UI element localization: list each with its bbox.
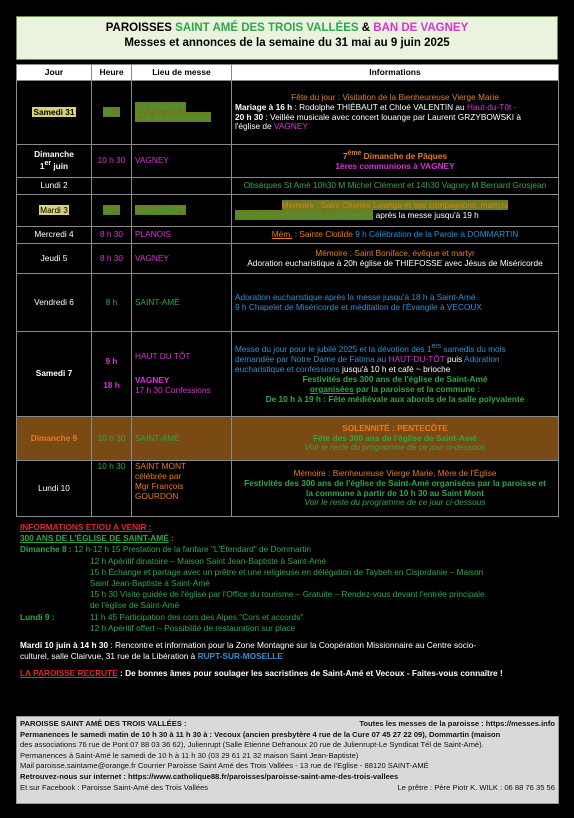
day-label: Samedi 31 xyxy=(33,106,75,117)
info-fragment: organisées xyxy=(309,383,354,394)
info-fragment: : xyxy=(168,533,174,544)
footer-fragment: PAROISSE SAINT AMÉ DES TROIS VALLÉES : xyxy=(20,719,187,728)
info-fragment: demandée par Notre Dame de Fatima au xyxy=(235,353,389,364)
list-item: 15 h Échange et partage avec un prêtre et une religieuse en délégation de Taybeh en Cisjordanie – Maison xyxy=(90,566,484,577)
hour-value: 18 h xyxy=(103,106,120,117)
info-fragment: Mardi 10 juin à 14 h 30 xyxy=(20,640,109,651)
place-value: JULIENRUPT xyxy=(135,101,187,112)
title-part: & xyxy=(358,22,374,34)
day-label: Lundi 9 : xyxy=(20,611,55,622)
info-cell xyxy=(232,145,559,178)
info-cell xyxy=(232,195,559,227)
info-line: SOLENNITÉ : PENTECÔTE xyxy=(342,422,448,433)
info-fragment: par la paroisse et la commune : xyxy=(353,383,481,394)
info-fragment: : Sainte Clotilde xyxy=(292,229,356,240)
info-line xyxy=(235,122,555,132)
list-item: Saint Jean-Baptiste à Saint-Amé xyxy=(90,578,210,589)
hour-value: 18 h xyxy=(103,204,120,215)
place-cell xyxy=(132,195,232,227)
info-fragment: eucharistique et confessions xyxy=(235,363,340,374)
list-item: 12 h Apéritif offert – Possibilité de restauration sur place xyxy=(90,622,296,633)
col-lieu: Lieu de messe xyxy=(132,65,232,81)
info-fragment: 9 h Célébration de la Parole à DOMMARTIN xyxy=(355,229,519,240)
hour-value: 9 h xyxy=(105,356,118,367)
footer-line: Mail paroisse.saintame@orange.fr Courrier Paroisse Saint Amé des Trois Vallées - 13 rue de l'Eglise - 88120 SAINT-AMÉ xyxy=(20,761,429,771)
info-line: Voir le reste du programme de ce jour ci-dessous xyxy=(304,442,486,453)
footer-line: Permanences à Saint-Amé le samedi de 10 h à 11 h 30 (03 29 61 21 32 maison Saint Jean-Baptiste) xyxy=(20,750,359,760)
title-part: PAROISSES xyxy=(105,22,176,34)
place-cell: SAINT-AMÉ xyxy=(132,274,232,332)
place-cell xyxy=(132,178,232,195)
place-value: Mgr François xyxy=(135,480,184,491)
info-line: De 10 h à 19 h : Fête médiévale aux abords de la salle polyvalente xyxy=(265,393,525,404)
info-line: Adoration eucharistique après la messe jusqu'à 18 h à Saint-Amé xyxy=(235,291,476,302)
hour-cell xyxy=(92,178,132,195)
info-cell xyxy=(232,274,559,332)
day-cell xyxy=(17,195,92,227)
info-fragment: : De bonnes âmes pour soulager les sacristines de Saint-Amé et Vecoux - Faites-vous connaître ! xyxy=(117,668,503,679)
footer-fragment: Le prêtre : Père Piotr K. WILK : 06 88 76 35 56 xyxy=(397,782,555,792)
day-cell: Vendredi 6 xyxy=(17,274,92,332)
footer-line: des associations 76 rue de Pont 07 88 03 36 62), Julienrupt (Salle Etienne Defranoux 20 rue de Julienrupt-Le Syndicat Tél de Saint-Amé). xyxy=(20,740,484,750)
table-row xyxy=(17,227,559,244)
info-line: Fête des 300 ans de l'église de Saint-Amé xyxy=(313,432,477,443)
info-line: 9 h Chapelet de Miséricorde et méditation de l'Évangile à VECOUX xyxy=(235,301,482,312)
day-label: er xyxy=(44,160,52,168)
info-fragment: Messe du jour pour le jubilé 2025 et la dévotion des 1 xyxy=(235,344,432,355)
hour-value: 18 h xyxy=(103,380,120,390)
info-fragment: l'église de xyxy=(235,121,274,132)
info-fragment: samedis du mois xyxy=(441,344,506,355)
info-line: Fête du jour : Visitation de la Bienheureuse Vierge Marie xyxy=(291,91,499,102)
place-value: célébrée par xyxy=(135,470,182,481)
table-row xyxy=(17,195,559,227)
day-cell xyxy=(17,81,92,145)
col-jour: Jour xyxy=(17,65,92,81)
info-cell: Obsèques St Amé 10h30 M Michel Clément et 14h30 Vagney M Bernard Grosjean xyxy=(232,178,559,195)
info-fragment: ers xyxy=(431,343,442,351)
info-line: Mémoire : Saint Boniface, évêque et martyr xyxy=(315,247,475,258)
place-cell xyxy=(132,332,232,417)
hour-cell: 10 h 30 xyxy=(92,417,132,461)
info-line: la commune à partir de 10 h 30 au Saint Mont xyxy=(306,487,484,498)
footer-line: Permanences le samedi matin de 10 h 30 à 11 h 30 à : Vecoux (ancien presbytère 4 rue de la Cure 07 45 27 22 09), Dommartin (maison xyxy=(20,729,501,739)
list-item xyxy=(20,640,560,651)
info-line: Voir le reste du programme de ce jour ci-dessous xyxy=(304,497,486,508)
place-cell xyxy=(132,461,232,517)
info-fragment: : Veillée musicale avec concert louange par Laurent GRZYBOWSKI à xyxy=(263,111,521,122)
info-cell xyxy=(232,227,559,244)
day-cell: Samedi 7 xyxy=(17,332,92,417)
bulletin-header xyxy=(16,16,558,60)
place-value: HAUT DU TÔT xyxy=(135,351,191,362)
title-ban-de-vagney: BAN DE VAGNEY xyxy=(373,22,469,34)
info-fragment: ème xyxy=(347,150,362,158)
info-cell xyxy=(232,417,559,461)
info-fragment: Adoration xyxy=(464,353,500,364)
day-label: Mardi 3 xyxy=(40,204,68,215)
table-row xyxy=(17,461,559,517)
hour-cell xyxy=(92,332,132,417)
list-item: de l'église de Saint-Amé xyxy=(90,600,180,611)
place-cell: PLANOIS xyxy=(132,227,232,244)
info-line: 1ères communions à VAGNEY xyxy=(335,160,455,171)
info-fragment: jusqu'à 10 h et café ~ brioche xyxy=(339,363,451,374)
info-fragment: Mariage à 16 h xyxy=(235,101,293,112)
hour-cell: 8 h 30 xyxy=(92,227,132,244)
place-value: 17 h 30 Confessions xyxy=(135,111,211,122)
hour-cell: 10 h 30 xyxy=(92,461,132,517)
day-cell: Lundi 2 xyxy=(17,178,92,195)
info-line xyxy=(235,211,555,221)
info-fragment: Dimanche de Pâques xyxy=(361,150,448,161)
footer-line xyxy=(20,783,555,794)
info-cell xyxy=(232,81,559,145)
info-cell xyxy=(232,461,559,517)
hour-cell: 8 h 30 xyxy=(92,244,132,274)
table-row xyxy=(17,417,559,461)
info-fragment: Mém. xyxy=(271,229,293,240)
footer-fragment: Toutes les messes de la paroisse : https://messes.info xyxy=(359,719,555,728)
info-fragment: 11 h 45 Participation des cors des Alpes "Cors et accords" xyxy=(90,611,304,622)
list-item xyxy=(20,612,560,623)
info-fragment: HAUT-DU-TÔT xyxy=(388,353,445,364)
place-cell xyxy=(132,81,232,145)
hour-cell xyxy=(92,195,132,227)
day-label: Dimanche xyxy=(34,149,74,160)
hour-cell: 10 h 30 xyxy=(92,145,132,178)
footer-line xyxy=(20,719,555,730)
list-item xyxy=(20,668,560,679)
place-cell: SAINT-AMÉ xyxy=(132,417,232,461)
info-fragment: Adoration eucharistique et confession xyxy=(235,209,374,220)
day-cell: Dimanche 9 xyxy=(17,417,92,461)
footer-line: Retrouvez-nous sur internet : https://www.catholique88.fr/paroisses/paroisse-saint-ame-des-trois-vallees xyxy=(20,771,399,781)
day-label: 1 xyxy=(39,160,45,171)
table-row xyxy=(17,244,559,274)
info-fragment: puis xyxy=(444,353,465,364)
place-value: JULIENRUPT xyxy=(135,204,187,215)
info-line: Festivités des 300 ans de l'église de Saint-Amé xyxy=(302,373,488,384)
place-value: 17 h 30 Confessions xyxy=(135,384,211,395)
info-fragment: 300 ANS DE L'ÉGLISE DE SAINT-AMÉ xyxy=(20,533,169,544)
place-value: VAGNEY xyxy=(135,375,170,386)
info-cell xyxy=(232,332,559,417)
announcements-section xyxy=(20,522,560,680)
info-fragment: VAGNEY xyxy=(273,121,308,132)
info-line: Adoration eucharistique à 20h église de THIEFOSSE avec Jésus de Miséricorde xyxy=(247,257,543,268)
col-infos: Informations xyxy=(232,65,559,81)
info-fragment: 20 h 30 xyxy=(235,111,264,122)
table-row xyxy=(17,81,559,145)
day-label: juin xyxy=(51,160,69,171)
info-fragment: après la messe jusqu'à 19 h xyxy=(373,209,479,220)
schedule-table xyxy=(16,64,559,517)
footer-fragment: Et sur Facebook : Paroisse Saint-Amé des Trois Vallées xyxy=(20,782,209,792)
list-item: 15 h 30 Visite guidée de l'église par l'Office du tourisme – Gratuite – Rendez-vous devant l'entrée principale xyxy=(90,589,485,600)
day-cell: Jeudi 5 xyxy=(17,244,92,274)
header-subtitle: Messes et annonces de la semaine du 31 mai au 9 juin 2025 xyxy=(124,37,450,49)
list-item: 12 h Apéritif dinatoire – Maison Saint Jean-Baptiste à Saint-Amé xyxy=(90,555,327,566)
info-fragment: 7 xyxy=(342,150,348,161)
title-saint-ame: SAINT AMÉ DES TROIS VALLÉES xyxy=(175,22,359,34)
place-cell: VAGNEY xyxy=(132,145,232,178)
table-header-row xyxy=(17,65,559,81)
place-value: SAINT MONT xyxy=(135,461,187,471)
col-heure: Heure xyxy=(92,65,132,81)
info-fragment: LA PAROISSE RECRUTE xyxy=(20,668,118,679)
info-fragment: : Rodolphe THIÉBAUT et Chloé VALENTIN au xyxy=(292,101,467,112)
day-label: Dimanche 8 : xyxy=(20,544,74,555)
info-line: Mémoire : Bienheureuse Vierge Marie, Mère de l'Église xyxy=(293,467,497,478)
table-row xyxy=(17,274,559,332)
info-line: Festivités des 300 ans de l'église de Saint-Amé organisées par la paroisse et xyxy=(244,477,546,488)
info-fragment: 12 h-12 h 15 Prestation de la fanfare "L'Étendard" de Dommartin xyxy=(73,544,312,555)
header-title xyxy=(17,22,557,34)
info-fragment: culturel, salle Clairvue, 31 rue de la Libération à xyxy=(20,651,198,662)
info-cell xyxy=(232,244,559,274)
info-fragment: Mémoire : Saint Charles Lwanga et ses compagnons, martyrs xyxy=(281,199,509,210)
footer-box xyxy=(16,716,559,804)
info-fragment: RUPT-SUR-MOSELLE xyxy=(197,651,283,662)
place-value: GOURDON xyxy=(135,490,179,501)
table-row xyxy=(17,145,559,178)
list-item xyxy=(20,544,560,555)
table-row xyxy=(17,332,559,417)
announcements-title: INFORMATIONS ET/OU A VENIR : xyxy=(20,522,152,532)
table-row xyxy=(17,178,559,195)
place-cell: VAGNEY xyxy=(132,244,232,274)
info-fragment: : Rencontre et information pour la Zone Montagne sur la Coopération Missionnaire au Centre socio- xyxy=(108,640,477,651)
day-cell: Lundi 10 xyxy=(17,461,92,517)
info-fragment: Haut-du-Tôt - xyxy=(466,101,517,112)
day-cell: Mercredi 4 xyxy=(17,227,92,244)
list-item xyxy=(20,651,560,662)
hour-cell xyxy=(92,81,132,145)
day-cell xyxy=(17,145,92,178)
anniversary-subtitle xyxy=(20,533,560,544)
hour-cell: 8 h xyxy=(92,274,132,332)
